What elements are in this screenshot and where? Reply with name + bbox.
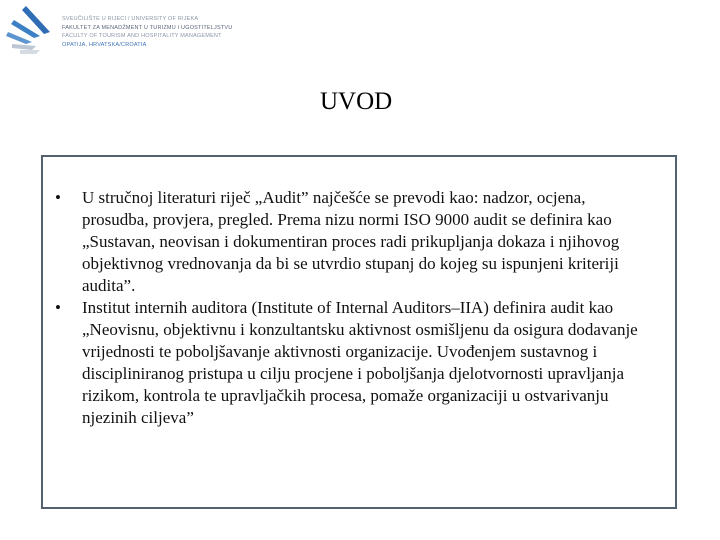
text-line: njezinih ciljeva”	[82, 408, 194, 427]
org-line: FAKULTET ZA MENADŽMENT U TURIZMU I UGOSTITELJSTVU	[62, 24, 233, 31]
org-line: FACULTY OF TOURISM AND HOSPITALITY MANAGEMENT	[62, 33, 222, 39]
text-line: Institut internih auditora (Institute of Internal Auditors–IIA) definira audit kao	[82, 298, 614, 317]
content-box	[41, 155, 677, 509]
org-line: OPATIJA, HRVATSKA/CROATIA	[62, 41, 147, 48]
text-line: audita”.	[82, 276, 136, 295]
text-line: rizikom, kontrola te upravljačkih procesa, pomaže organizaciji u ostvarivanju	[82, 386, 609, 405]
organization-name	[62, 15, 232, 49]
bullet-icon: •	[55, 188, 61, 207]
org-line: SVEUČILIŠTE U RIJECI / UNIVERSITY OF RIJEKA	[62, 16, 199, 22]
text-line: U stručnoj literaturi riječ „Audit” najčešće se prevodi kao: nadzor, ocjena,	[82, 188, 586, 207]
text-line: „Neovisnu, objektivnu i konzultantsku aktivnost osmišljenu da osigura dodavanje	[82, 320, 638, 339]
text-line: „Sustavan, neovisan i dokumentiran proces radi prikupljanja dokaza i njihovog	[82, 232, 620, 251]
bullet-icon: •	[55, 298, 61, 317]
slide-title: UVOD	[320, 88, 393, 115]
text-line: prosudba, provjera, pregled. Prema nizu normi ISO 9000 audit se definira kao	[82, 210, 612, 229]
text-line: discipliniranog pristupa u cilju procjene i poboljšanja djelotvornosti upravljanja	[82, 364, 624, 383]
text-line: objektivnog vrednovanja da bi se utvrdio stupanj do kojeg su ispunjeni kriteriji	[82, 254, 619, 273]
text-line: vrijednosti te poboljšavanje aktivnosti organizacije. Uvođenjem sustavnog i	[82, 342, 598, 361]
university-logo	[6, 4, 54, 54]
